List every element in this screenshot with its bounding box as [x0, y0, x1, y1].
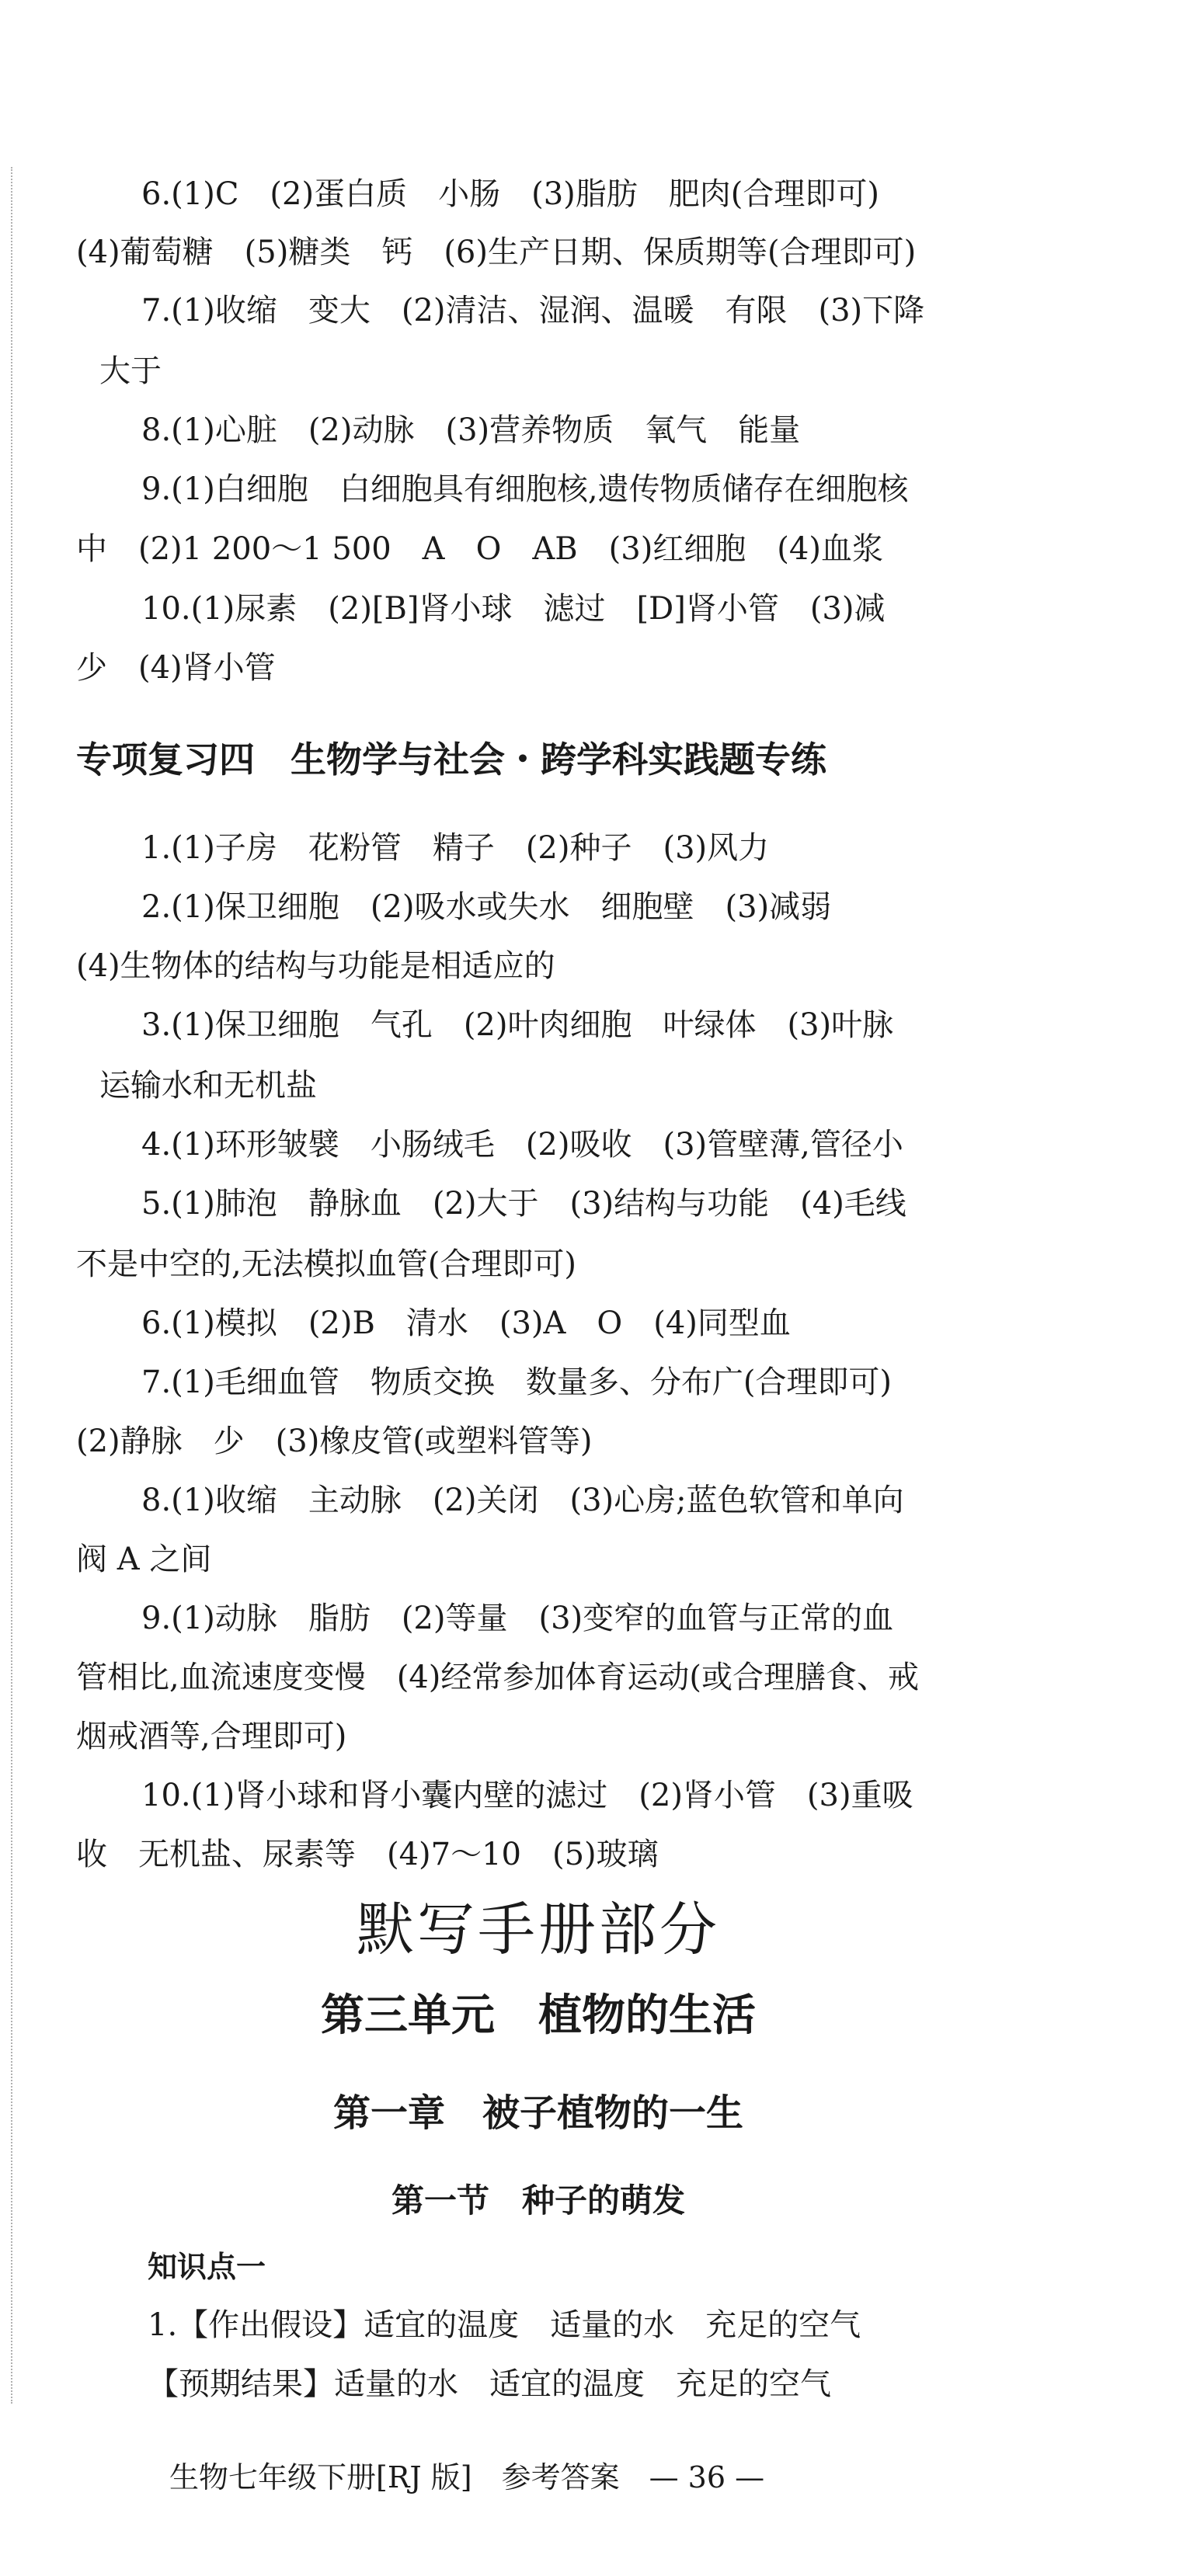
- answer-line: 9.(1)动脉 脂肪 (2)等量 (3)变窄的血管与正常的血: [141, 1601, 894, 1636]
- answer-line: 收 无机盐、尿素等 (4)7～10 (5)玻璃: [76, 1837, 659, 1872]
- answer-line: 3.(1)保卫细胞 气孔 (2)叶肉细胞 叶绿体 (3)叶脉: [141, 1007, 894, 1043]
- section-heading: 专项复习四 生物学与社会・跨学科实践题专练: [76, 739, 826, 780]
- answer-line: 8.(1)心脏 (2)动脉 (3)营养物质 氧气 能量: [141, 412, 801, 448]
- unit-title: 第三单元 植物的生活: [321, 1990, 756, 2041]
- answer-line: 7.(1)收缩 变大 (2)清洁、湿润、温暖 有限 (3)下降: [141, 293, 925, 329]
- answer-line: 9.(1)白细胞 白细胞具有细胞核,遗传物质储存在细胞核: [141, 471, 909, 507]
- answer-line: (2)静脉 少 (3)橡皮管(或塑料管等): [76, 1424, 593, 1459]
- answer-line: 10.(1)尿素 (2)[B]肾小球 滤过 [D]肾小管 (3)减: [141, 591, 886, 627]
- answer-line: 4.(1)环形皱襞 小肠绒毛 (2)吸收 (3)管壁薄,管径小: [141, 1127, 903, 1163]
- answer-line: 6.(1)C (2)蛋白质 小肠 (3)脂肪 肥肉(合理即可): [141, 176, 879, 212]
- margin-dotted-rule: [11, 167, 12, 2404]
- knowledge-point-title: 知识点一: [148, 2250, 266, 2284]
- answer-line: 1.(1)子房 花粉管 精子 (2)种子 (3)风力: [141, 830, 770, 866]
- answer-line: (4)生物体的结构与功能是相适应的: [76, 948, 555, 984]
- answer-line: (4)葡萄糖 (5)糖类 钙 (6)生产日期、保质期等(合理即可): [76, 235, 917, 270]
- answer-line: 运输水和无机盐: [99, 1068, 317, 1104]
- answer-line: 7.(1)毛细血管 物质交换 数量多、分布广(合理即可): [141, 1364, 893, 1400]
- answer-line: 8.(1)收缩 主动脉 (2)关闭 (3)心房;蓝色软管和单向: [141, 1483, 904, 1518]
- knowledge-line: 1.【作出假设】适宜的温度 适量的水 充足的空气: [148, 2307, 861, 2343]
- page-footer: 生物七年级下册[RJ 版] 参考答案 — 36 —: [169, 2460, 765, 2494]
- dictation-title: 默写手册部分: [357, 1896, 720, 1963]
- answer-line: 烟戒酒等,合理即可): [76, 1719, 347, 1754]
- answer-line: 2.(1)保卫细胞 (2)吸水或失水 细胞壁 (3)减弱: [141, 889, 832, 925]
- answer-line: 10.(1)肾小球和肾小囊内壁的滤过 (2)肾小管 (3)重吸: [141, 1778, 913, 1813]
- answer-line: 5.(1)肺泡 静脉血 (2)大于 (3)结构与功能 (4)毛线: [141, 1186, 906, 1222]
- answer-line: 阀 A 之间: [76, 1542, 212, 1577]
- answer-line: 6.(1)模拟 (2)B 清水 (3)A O (4)同型血: [141, 1305, 791, 1341]
- answer-line: 中 (2)1 200～1 500 A O AB (3)红细胞 (4)血浆: [76, 531, 883, 567]
- answer-line: 大于: [99, 353, 162, 389]
- answer-line: 管相比,血流速度变慢 (4)经常参加体育运动(或合理膳食、戒: [76, 1660, 919, 1695]
- chapter-title: 第一章 被子植物的一生: [332, 2091, 743, 2135]
- answer-line: 少 (4)肾小管: [76, 650, 276, 686]
- knowledge-line: 【预期结果】适量的水 适宜的温度 充足的空气: [148, 2366, 831, 2402]
- section-title: 第一节 种子的萌发: [391, 2181, 685, 2220]
- answer-line: 不是中空的,无法模拟血管(合理即可): [76, 1246, 576, 1282]
